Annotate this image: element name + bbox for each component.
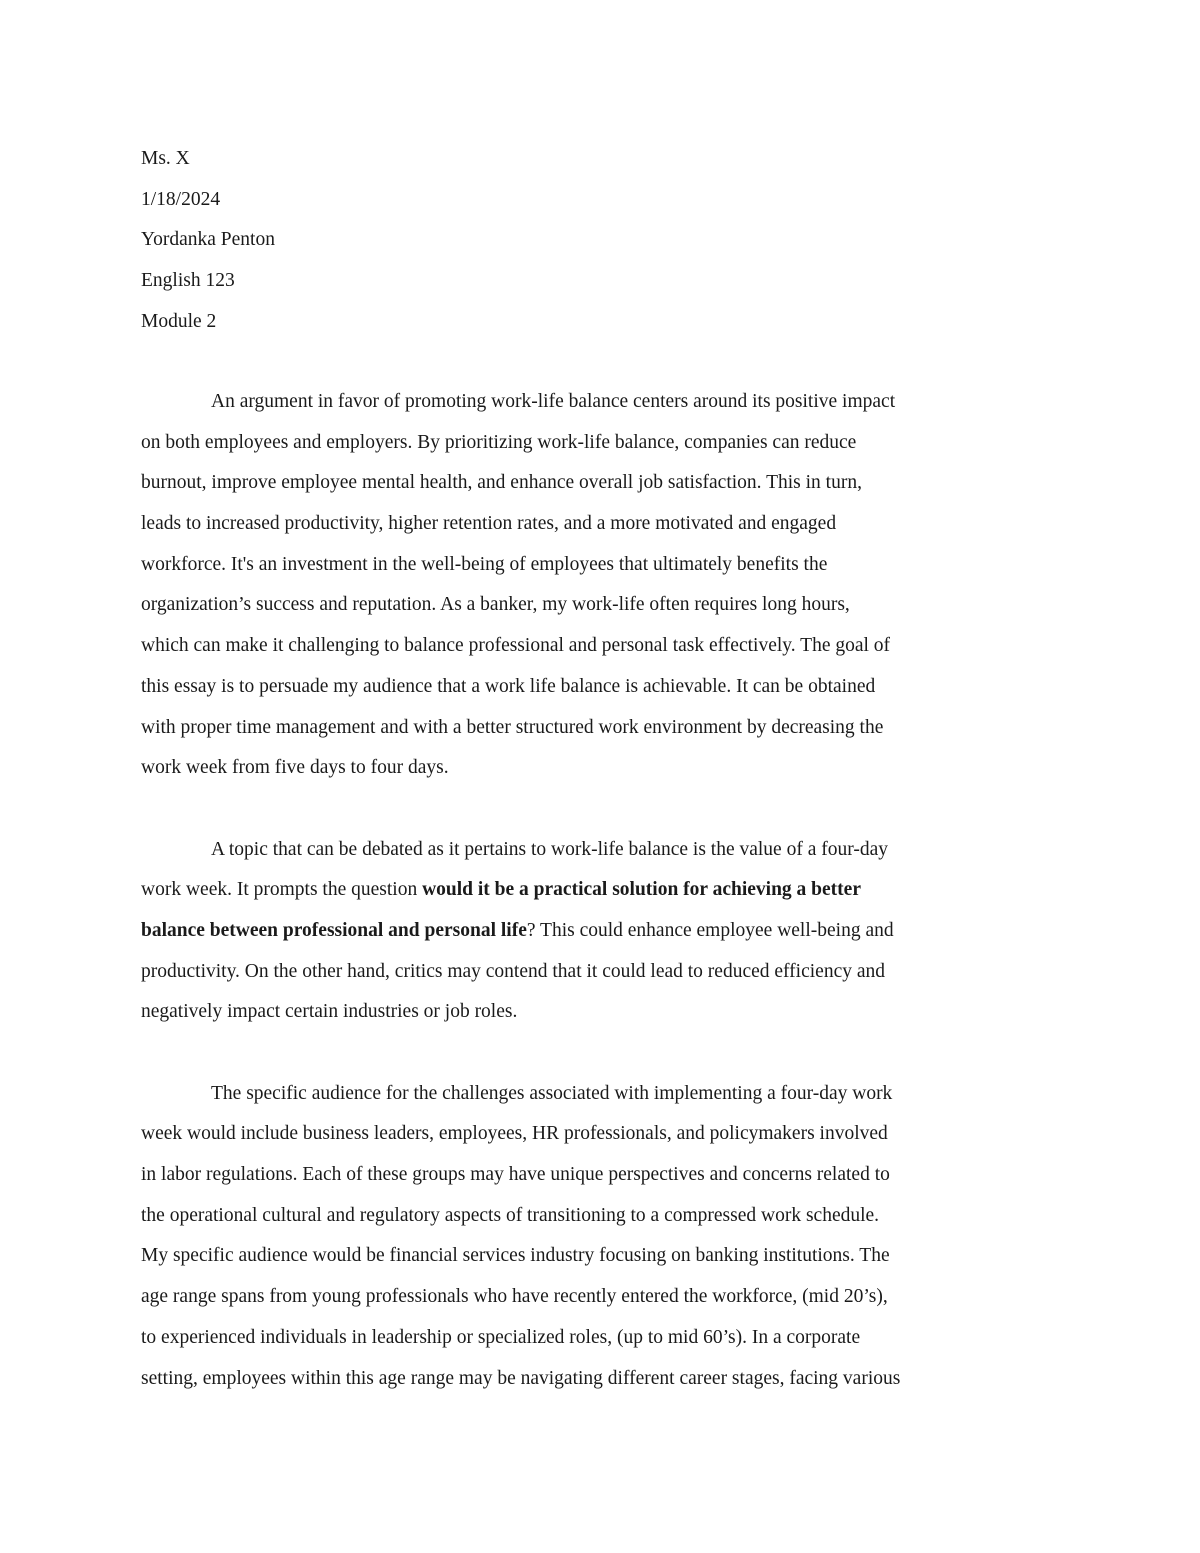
- text-run: work week from five days to four days.: [141, 757, 449, 779]
- paragraph-line: [141, 667, 1081, 708]
- text-run: the operational cultural and regulatory aspects of transitioning to a compressed work schedule.: [141, 1204, 880, 1226]
- essay-body: [141, 382, 1081, 1440]
- text-run: An argument in favor of promoting work-life balance centers around its positive impact: [211, 391, 896, 412]
- paragraph-line: [141, 1074, 1081, 1115]
- text-run: A topic that can be debated as it pertains to work-life balance is the value of a four-day: [211, 838, 888, 860]
- text-run: leads to increased productivity, higher retention rates, and a more motivated and engaged: [141, 513, 837, 535]
- text-run: to experienced individuals in leadership or specialized roles, (up to mid 60’s). In a corporate: [141, 1326, 861, 1348]
- paragraph-line: [141, 1196, 1081, 1237]
- bold-text: balance between professional and personal life: [141, 919, 527, 941]
- paragraph: [141, 1074, 1081, 1400]
- paragraph-line: [141, 626, 1081, 667]
- text-run: ? This could enhance employee well-being and: [526, 919, 894, 941]
- paragraph-line: [141, 870, 1081, 911]
- module-name: Module 2: [141, 310, 217, 332]
- paragraph-line: [141, 382, 1081, 423]
- text-run: age range spans from young professionals who have recently entered the workforce, (mid 20’s),: [141, 1286, 888, 1308]
- text-run: The specific audience for the challenges associated with implementing a four-day work: [211, 1082, 893, 1104]
- course-name: English 123: [141, 270, 235, 292]
- paragraph-line: [141, 504, 1081, 545]
- text-run: work week. It prompts the question: [141, 879, 423, 901]
- paragraph-line: [141, 1277, 1081, 1318]
- text-run: setting, employees within this age range may be navigating different career stages, facing various: [141, 1367, 901, 1389]
- paragraph-line: [141, 545, 1081, 586]
- paragraph-line: [141, 952, 1081, 993]
- paragraph-line: [141, 1236, 1081, 1277]
- text-run: in labor regulations. Each of these groups may have unique perspectives and concerns related to: [141, 1164, 890, 1186]
- paragraph: [141, 830, 1081, 1033]
- paragraph-line: [141, 911, 1081, 952]
- paragraph-line: [141, 830, 1081, 871]
- text-run: with proper time management and with a better structured work environment by decreasing the: [141, 716, 884, 738]
- paragraph-line: [141, 748, 1081, 789]
- student-name: Yordanka Penton: [141, 229, 275, 251]
- paragraph-line: [141, 1318, 1081, 1359]
- paragraph-line: [141, 1155, 1081, 1196]
- text-run: organization’s success and reputation. As a banker, my work-life often requires long hours,: [141, 594, 850, 616]
- paragraph: [141, 382, 1081, 789]
- paragraph-line: [141, 423, 1081, 464]
- text-run: week would include business leaders, employees, HR professionals, and policymakers involved: [141, 1123, 888, 1145]
- text-run: this essay is to persuade my audience that a work life balance is achievable. It can be obtained: [141, 675, 876, 697]
- text-run: workforce. It's an investment in the well-being of employees that ultimately benefits the: [141, 553, 828, 575]
- text-run: negatively impact certain industries or job roles.: [141, 1001, 518, 1023]
- paragraph-line: [141, 585, 1081, 626]
- text-run: productivity. On the other hand, critics may contend that it could lead to reduced efficiency and: [141, 960, 885, 982]
- paragraph-line: [141, 463, 1081, 504]
- text-run: My specific audience would be financial services industry focusing on banking institutions. The: [141, 1245, 890, 1267]
- paragraph-line: [141, 1114, 1081, 1155]
- text-run: on both employees and employers. By prioritizing work-life balance, companies can reduce: [141, 431, 857, 453]
- paragraph-line: [141, 1359, 1081, 1400]
- date: 1/18/2024: [141, 188, 221, 210]
- bold-text: would it be a practical solution for achieving a better: [422, 879, 861, 901]
- paragraph-line: [141, 992, 1081, 1033]
- text-run: which can make it challenging to balance professional and personal task effectively. The goal of: [141, 635, 891, 657]
- paragraph-line: [141, 708, 1081, 749]
- text-run: burnout, improve employee mental health, and enhance overall job satisfaction. This in turn,: [141, 472, 862, 494]
- teacher-name: Ms. X: [141, 148, 190, 169]
- mla-heading: [141, 139, 1061, 342]
